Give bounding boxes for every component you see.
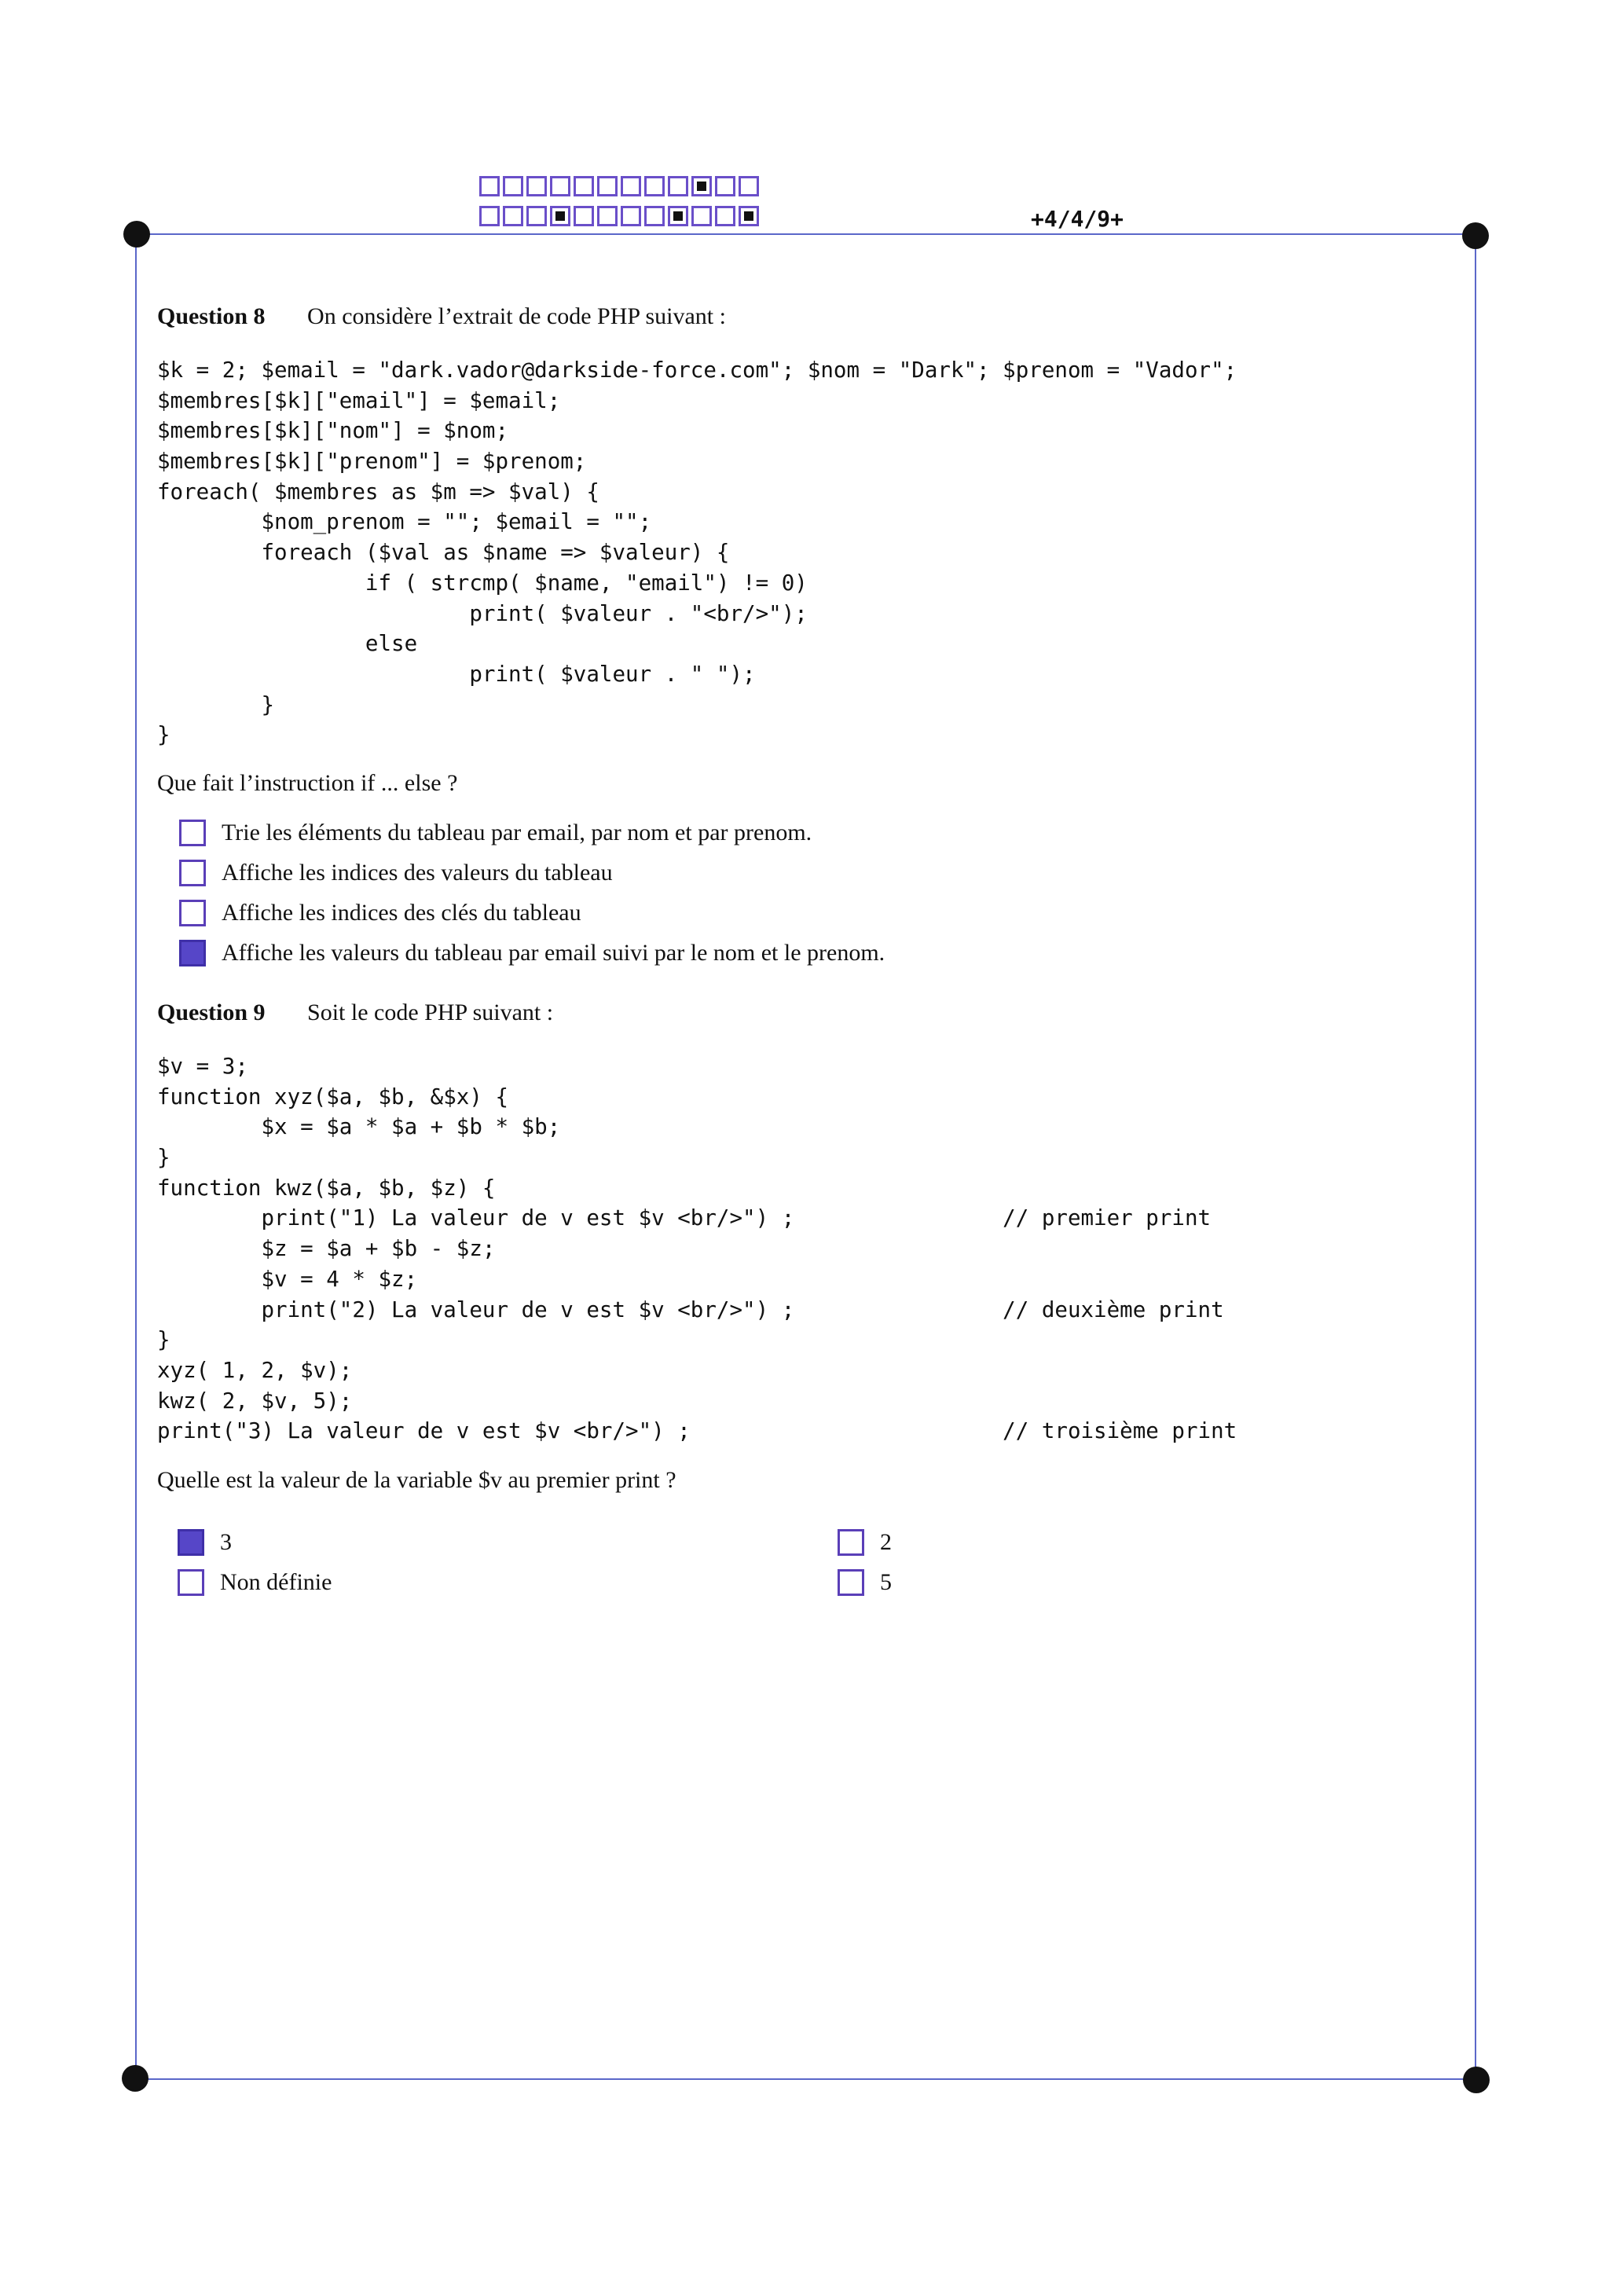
frame-bottom-line: [134, 2078, 1476, 2080]
question-8-text: On considère l’extrait de code PHP suivant :: [307, 303, 726, 329]
corner-mark-top-right: [1462, 222, 1489, 249]
scan-code-cell: [597, 176, 618, 196]
q9-option-3[interactable]: [178, 1569, 332, 1596]
scan-code-cell: [574, 206, 594, 226]
q8-option-1-checkbox[interactable]: [179, 820, 206, 846]
code-line: }: [157, 722, 170, 748]
q9-option-3-label: Non définie: [220, 1569, 332, 1595]
scan-code-cell: [479, 206, 500, 226]
corner-mark-bottom-right: [1463, 2067, 1490, 2093]
scan-code-cell: [597, 206, 618, 226]
code-line: print( $valeur . "<br/>");: [157, 600, 808, 626]
scan-code-cell: [739, 176, 759, 196]
scan-code-cell: [668, 176, 688, 196]
q9-option-2[interactable]: [838, 1529, 892, 1556]
code-line: $membres[$k]["nom"] = $nom;: [157, 418, 509, 444]
scan-code-row-2: [479, 206, 762, 226]
code-line: print("1) La valeur de v est $v <br/>") ; // premier print: [157, 1205, 1212, 1231]
scan-code-cell: [479, 176, 500, 196]
code-line: foreach ($val as $name => $valeur) {: [157, 540, 730, 566]
code-line: foreach( $membres as $m => $val) {: [157, 479, 599, 504]
code-line: }: [157, 1327, 170, 1353]
code-line: xyz( 1, 2, $v);: [157, 1357, 353, 1383]
question-8-header: [157, 303, 726, 330]
scan-code-cell: [691, 206, 712, 226]
q8-option-3-checkbox[interactable]: [179, 900, 206, 926]
q9-option-1-label: 3: [220, 1529, 232, 1555]
scan-code-cell: [621, 206, 641, 226]
scan-code-cell: [621, 176, 641, 196]
code-line: $k = 2; $email = "dark.vador@darkside-force.com"; $nom = "Dark"; $prenom = "Vador";: [157, 358, 1237, 383]
code-line: print("2) La valeur de v est $v <br/>") ; // deuxième print: [157, 1297, 1224, 1322]
page-id: +4/4/9+: [1031, 206, 1124, 232]
scan-code-cell: [715, 206, 735, 226]
q9-option-2-checkbox[interactable]: [838, 1529, 864, 1556]
code-line: if ( strcmp( $name, "email") != 0): [157, 570, 808, 596]
q9-option-4-label: 5: [880, 1569, 892, 1595]
code-line: print( $valeur . " ");: [157, 661, 756, 687]
code-line: $membres[$k]["email"] = $email;: [157, 387, 561, 413]
frame-right-line: [1475, 233, 1476, 2080]
code-line: print("3) La valeur de v est $v <br/>") ; // troisième print: [157, 1418, 1237, 1444]
q8-option-2-label: Affiche les indices des valeurs du tableau: [222, 860, 613, 886]
code-line: }: [157, 1145, 170, 1171]
q8-option-1-label: Trie les éléments du tableau par email, par nom et par prenom.: [222, 820, 812, 845]
question-8-prompt: Que fait l’instruction if ... else ?: [157, 770, 458, 796]
q9-option-1-checkbox[interactable]: [178, 1529, 204, 1556]
q8-option-3-label: Affiche les indices des clés du tableau: [222, 900, 581, 926]
code-line: function xyz($a, $b, &$x) {: [157, 1084, 509, 1109]
scan-code-cell: [550, 176, 570, 196]
question-9-prompt: Quelle est la valeur de la variable $v au premier print ?: [157, 1467, 676, 1493]
question-9-code-block: [157, 1051, 1237, 1447]
question-9-header: [157, 999, 553, 1026]
scan-code-cell: [574, 176, 594, 196]
code-line: else: [157, 631, 418, 657]
q8-option-4[interactable]: [179, 940, 885, 966]
q8-option-2[interactable]: [179, 860, 613, 886]
code-line: kwz( 2, $v, 5);: [157, 1388, 353, 1414]
q9-option-4[interactable]: [838, 1569, 892, 1596]
scan-code-cell: [715, 176, 735, 196]
question-9-text: Soit le code PHP suivant :: [307, 999, 554, 1025]
q8-option-4-label: Affiche les valeurs du tableau par email suivi par le nom et le prenom.: [222, 940, 885, 966]
code-line: $nom_prenom = ""; $email = "";: [157, 509, 652, 535]
scan-code-cell: [526, 206, 547, 226]
question-8-code-block: [157, 355, 1237, 750]
scan-code-cell: [503, 206, 523, 226]
scan-code-cell: [691, 176, 712, 196]
frame-left-line: [135, 233, 137, 2080]
corner-mark-bottom-left: [122, 2065, 148, 2092]
code-line: $z = $a + $b - $z;: [157, 1236, 496, 1262]
code-line: $v = 3;: [157, 1054, 248, 1079]
q8-option-2-checkbox[interactable]: [179, 860, 206, 886]
code-line: $x = $a * $a + $b * $b;: [157, 1114, 561, 1140]
code-line: $v = 4 * $z;: [157, 1266, 418, 1292]
q8-option-3[interactable]: [179, 900, 581, 926]
q9-option-1[interactable]: [178, 1529, 232, 1556]
q8-option-4-checkbox[interactable]: [179, 940, 206, 966]
scan-code-cell: [503, 176, 523, 196]
scan-code-cell: [550, 206, 570, 226]
code-line: function kwz($a, $b, $z) {: [157, 1175, 496, 1201]
scan-code-cell: [526, 176, 547, 196]
q9-option-4-checkbox[interactable]: [838, 1569, 864, 1596]
scan-code-cell: [668, 206, 688, 226]
q8-option-1[interactable]: [179, 820, 812, 846]
scan-code-cell: [644, 206, 665, 226]
code-line: }: [157, 691, 275, 717]
question-9-label: Question 9: [157, 999, 266, 1025]
corner-mark-top-left: [123, 221, 150, 248]
q9-option-2-label: 2: [880, 1529, 892, 1555]
question-8-label: Question 8: [157, 303, 266, 329]
q9-option-3-checkbox[interactable]: [178, 1569, 204, 1596]
scan-code-cell: [739, 206, 759, 226]
scan-code-cell: [644, 176, 665, 196]
scan-code-row-1: [479, 176, 762, 196]
frame-top-line: [137, 233, 1476, 235]
code-line: $membres[$k]["prenom"] = $prenom;: [157, 449, 587, 475]
